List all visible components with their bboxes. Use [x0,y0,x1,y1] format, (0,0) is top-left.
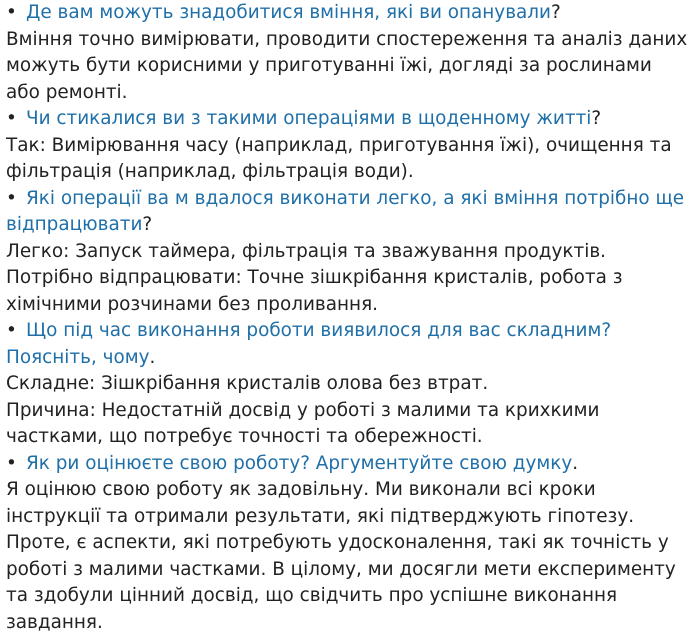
question-1 [6,0,689,27]
question-2 [6,106,689,133]
question-end: ? [591,108,602,129]
answer-paragraph: Я оцінюю свою роботу як задовільну. Ми виконали всі кроки інструкції та отримали результати, які підтверджують гіпотезу. [6,479,635,527]
bullet: • [6,2,17,23]
question-5 [6,451,689,478]
question-text: Що під час виконання роботи виявилося для вас складним? Поясніть, чому [6,320,612,368]
answer-paragraph: Так: Вимірювання часу (наприклад, приготування їжі), очищення та фільтрація (наприклад, фільтрація води). [6,134,672,182]
answer-paragraph: Проте, є аспекти, які потребують удосконалення, такі як точність у роботі з малими частками. В цілому, ми досягли мети експерименту та здобули цінний досвід, що свідчить про успішне виконання завдання. [6,532,676,633]
question-4 [6,318,689,371]
question-text: Де вам можуть знадобитися вміння, які ви опанували [26,2,552,23]
bullet: • [6,108,17,129]
question-end: . [572,452,579,474]
question-text: Як ри оцінюєте свою роботу? Аргументуйте свою думку [26,452,573,474]
question-text: Чи стикалися ви з такими операціями в щоденному житті [26,108,592,129]
question-end: ? [142,214,153,235]
question-text: Які операції ва м вдалося виконати легко, а які вміння потрібно ще відпрацювати [6,187,685,235]
bullet: • [6,452,17,474]
bullet: • [6,320,17,341]
answer-paragraph: Потрібно відпрацювати: Точне зішкрібання кристалів, робота з хімічними розчинами без проливання. [6,267,623,315]
answer-paragraph: Причина: Недостатній досвід у роботі з малими та крихкими частками, що потребує точності та обережності. [6,399,600,447]
question-3 [6,186,689,239]
answer-paragraph: Вміння точно вимірювати, проводити спостереження та аналіз даних можуть бути корисними у приготуванні їжі, догляді за рослинами або ремонті. [6,28,688,103]
answer-paragraph: Легко: Запуск таймера, фільтрація та зважування продуктів. [6,240,607,262]
bullet: • [6,187,17,209]
question-end: . [149,346,156,368]
answer-paragraph: Складне: Зішкрібання кристалів олова без втрат. [6,373,489,394]
question-end: ? [551,2,561,23]
